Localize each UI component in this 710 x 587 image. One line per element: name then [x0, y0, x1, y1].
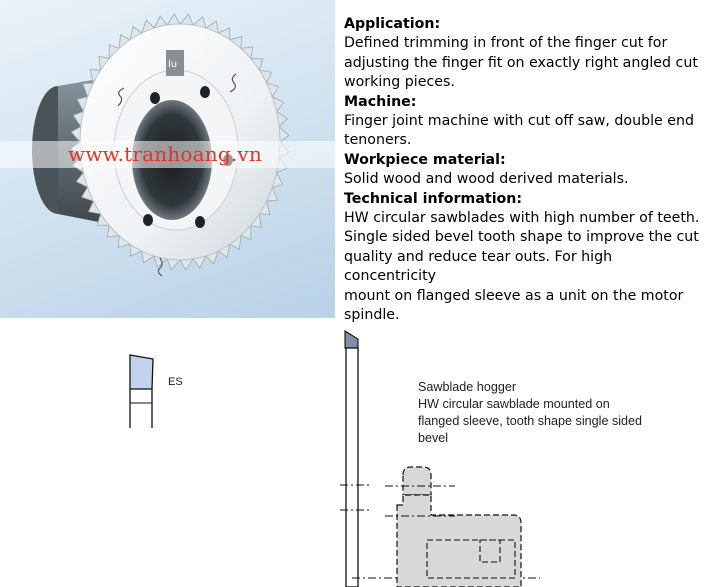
es-label: ES	[168, 376, 183, 388]
flanged-sleeve	[385, 467, 521, 587]
workpiece-heading: Workpiece material:	[344, 151, 506, 168]
application-line: working pieces.	[344, 74, 455, 91]
caption-line: flanged sleeve, tooth shape single sided	[418, 414, 643, 428]
caption-line: HW circular sawblade mounted on	[418, 397, 610, 411]
saw-tooth	[279, 127, 289, 142]
machine-line: Finger joint machine with cut off saw, double end	[344, 113, 694, 130]
machine-line: tenoners.	[344, 132, 412, 149]
machine-heading: Machine:	[344, 93, 417, 110]
saw-tooth	[180, 259, 193, 270]
technical-line: mount on flanged sleeve as a unit on the motor	[344, 287, 684, 304]
technical-line: Single sided bevel tooth shape to improve the cut	[344, 229, 699, 246]
es-tooth-symbol	[130, 355, 153, 428]
application-line: Defined trimming in front of the finger cut for	[344, 35, 668, 52]
technical-drawing	[0, 318, 710, 587]
application-line: adjusting the finger fit on exactly right angled cut	[344, 54, 698, 71]
drawing-caption	[418, 379, 708, 447]
saw-tooth	[180, 14, 193, 25]
caption-line: bevel	[418, 431, 449, 445]
caption-line: Sawblade hogger	[418, 380, 517, 394]
watermark-text: www.tranhoang.vn	[68, 142, 263, 166]
brand-logo-text: lu	[168, 59, 178, 70]
product-photo	[0, 0, 335, 318]
saw-tooth	[167, 259, 180, 270]
technical-line: quality and reduce tear outs. For high concentricity	[344, 248, 613, 285]
saw-tooth	[167, 14, 180, 25]
specification-block	[344, 15, 706, 326]
watermark-band	[0, 141, 335, 168]
technical-line: spindle.	[344, 307, 400, 324]
technical-line: HW circular sawblades with high number of teeth.	[344, 210, 700, 227]
technical-heading: Technical information:	[344, 190, 523, 207]
workpiece-line: Solid wood and wood derived materials.	[344, 171, 629, 188]
application-heading: Application:	[344, 16, 441, 32]
